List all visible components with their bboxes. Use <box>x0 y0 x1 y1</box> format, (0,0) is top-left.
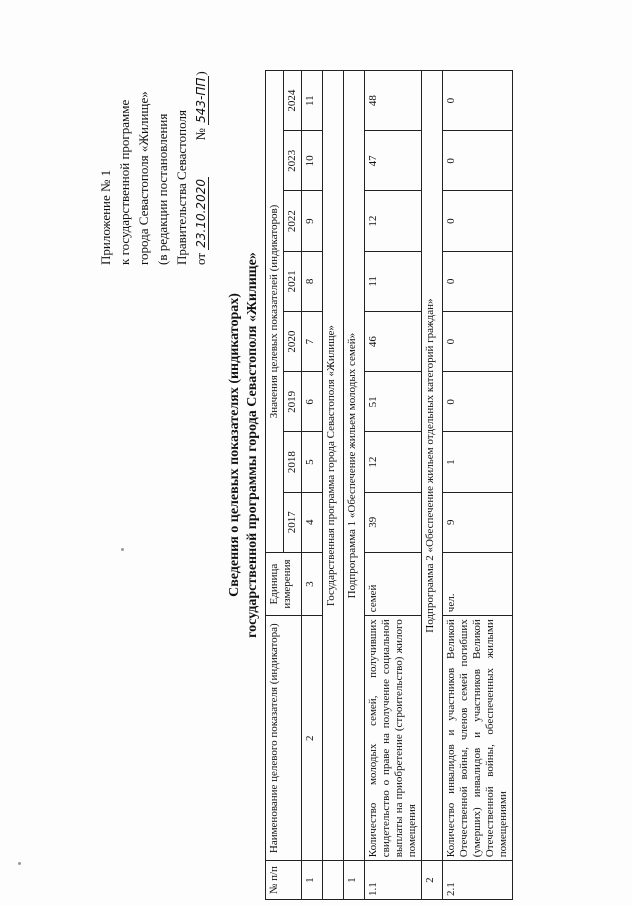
header-unit: Единица измерения <box>266 552 302 615</box>
section-num-empty <box>323 861 344 900</box>
header-year: 2023 <box>284 131 302 191</box>
value-cell: 48 <box>365 71 422 131</box>
table-row <box>365 71 422 900</box>
subprogram-1-num: 1 <box>344 861 365 900</box>
value-cell: 0 <box>443 311 513 371</box>
column-number: 8 <box>302 251 323 311</box>
from-label: от <box>193 252 208 265</box>
column-number: 10 <box>302 131 323 191</box>
column-number: 2 <box>302 616 323 861</box>
annex-date-line <box>191 25 211 265</box>
row-name: Количество инвалидов и участников Великой Отечественной войны, членов семей погибших (умерших) инвалидов и участников Великой Отечественной войны, обеспеченных жилыми помещениями <box>443 616 513 861</box>
annex-line-3: города Севастополя «Жилище» <box>136 91 151 265</box>
number-label: № <box>193 128 208 141</box>
title-line-1: Сведения о целевых показателях (индикаторах) <box>227 293 242 597</box>
row-unit: чел. <box>443 552 513 615</box>
title-line-2: государственной программы города Севастополя «Жилище» <box>245 252 260 638</box>
column-number: 9 <box>302 191 323 251</box>
subprogram-1-title: Подпрограмма 1 «Обеспечение жильем молодых семей» <box>344 71 365 861</box>
value-cell: 1 <box>443 432 513 492</box>
column-number: 5 <box>302 432 323 492</box>
header-year: 2024 <box>284 71 302 131</box>
annex-line-2: к государственной программе <box>117 99 132 265</box>
column-number: 4 <box>302 492 323 552</box>
value-cell: 9 <box>443 492 513 552</box>
column-number: 11 <box>302 71 323 131</box>
closing-paren-mark: ) <box>193 71 208 76</box>
column-number-row <box>302 71 323 900</box>
value-cell: 12 <box>365 191 422 251</box>
row-unit: семей <box>365 552 422 615</box>
column-number: 7 <box>302 311 323 371</box>
value-cell: 0 <box>443 251 513 311</box>
header-year: 2020 <box>284 311 302 371</box>
subprogram-2-num: 2 <box>422 861 443 900</box>
header-year: 2018 <box>284 432 302 492</box>
value-cell: 0 <box>443 191 513 251</box>
value-cell: 0 <box>443 71 513 131</box>
annex-line-4: (в редакции постановления <box>155 113 170 265</box>
column-number: 1 <box>302 861 323 900</box>
row-num: 1.1 <box>365 861 422 900</box>
handwritten-number: 543-ПП <box>194 77 208 123</box>
annex-line-1: Приложение № 1 <box>98 169 113 265</box>
value-cell: 39 <box>365 492 422 552</box>
scan-speck <box>121 548 124 551</box>
column-number: 3 <box>302 552 323 615</box>
document-title <box>226 165 262 725</box>
annex-line-5: Правительства Севастополя <box>174 110 189 265</box>
header-year: 2017 <box>284 492 302 552</box>
value-cell: 12 <box>365 432 422 492</box>
header-row-1 <box>266 71 284 900</box>
header-num: № п/п <box>266 861 302 900</box>
header-year: 2022 <box>284 191 302 251</box>
program-section-row <box>323 71 344 900</box>
value-cell: 46 <box>365 311 422 371</box>
value-cell: 51 <box>365 372 422 432</box>
header-name: Наименование целевого показателя (индикатора) <box>266 616 302 861</box>
handwritten-date: 23.10.2020 <box>194 179 208 248</box>
value-cell: 11 <box>365 251 422 311</box>
table-row <box>443 71 513 900</box>
row-num: 2.1 <box>443 861 513 900</box>
column-number: 6 <box>302 372 323 432</box>
value-cell: 0 <box>443 131 513 191</box>
program-section-title: Государственная программа города Севастополя «Жилище» <box>323 71 344 861</box>
subprogram-1-row <box>344 71 365 900</box>
subprogram-2-title: Подпрограмма 2 «Обеспечение жильем отдельных категорий граждан» <box>422 71 443 861</box>
subprogram-2-row <box>422 71 443 900</box>
value-cell: 47 <box>365 131 422 191</box>
header-values-group: Значения целевых показателей (индикаторов) <box>266 71 284 553</box>
value-cell: 0 <box>443 372 513 432</box>
header-year: 2019 <box>284 372 302 432</box>
header-year: 2021 <box>284 251 302 311</box>
indicators-table <box>265 70 513 900</box>
scan-speck <box>18 862 21 865</box>
row-name: Количество молодых семей, получивших свидетельство о праве на получение социальной выплаты на приобретение (строительство) жилого помещения <box>365 616 422 861</box>
annex-block <box>96 25 211 265</box>
